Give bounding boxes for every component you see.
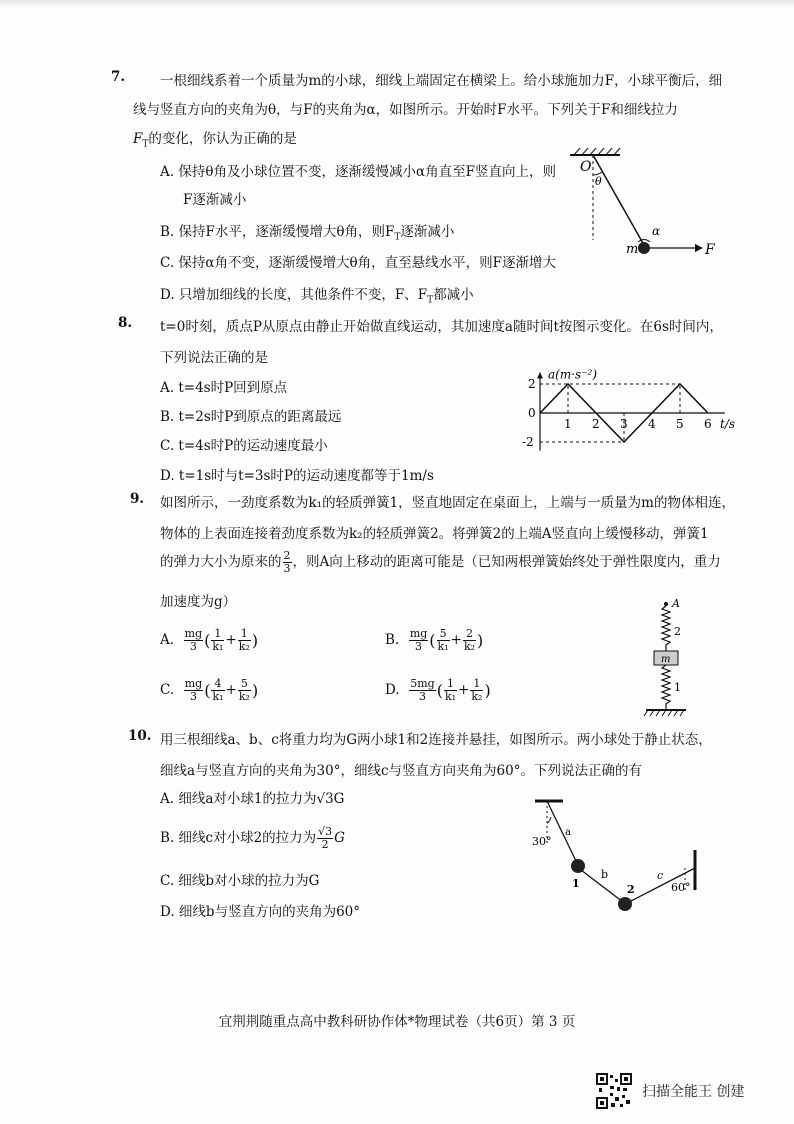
option-d: D. t=1s时与t=3s时P的运动速度都等于1m/s — [160, 468, 434, 484]
option-b: B. 细线c对小球2的拉力为 $\frac{√3}{2}$ G — [160, 825, 345, 851]
label-m: m — [626, 242, 639, 257]
two-ball-figure — [525, 795, 710, 920]
question-stem: $F_T$的变化，你认为正确的是 — [133, 131, 297, 150]
label-theta: θ — [595, 175, 602, 188]
question-stem: 下列说法正确的是 — [160, 350, 268, 366]
label-spring-1: 1 — [674, 681, 681, 694]
question-stem: 一根细线系着一个质量为m的小球，细线上端固定在横梁上。给小球施加力F，小球平衡后，细 — [160, 73, 723, 89]
label-alpha: α — [652, 224, 661, 238]
x-tick-label: 3 — [620, 417, 628, 431]
y-axis-arrow — [537, 372, 543, 378]
question-stem: 细线a与竖直方向的夹角为30°，细线c与竖直方向夹角为60°。下列说法正确的有 — [160, 763, 642, 779]
label-line-c: c — [657, 869, 664, 882]
y-tick-label: 0 — [528, 406, 536, 420]
label-line-b: b — [601, 868, 609, 881]
option-a-cont: F逐渐减小 — [183, 192, 247, 208]
scanner-brand: 扫描全能王 创建 — [642, 1084, 745, 1100]
y-tick-label: 2 — [528, 377, 536, 391]
x-tick-label: 1 — [564, 417, 572, 431]
x-tick-label: 5 — [676, 417, 684, 431]
option-b: B. t=2s时P到原点的距离最远 — [160, 409, 342, 425]
label-spring-2: 2 — [674, 625, 681, 638]
question-number: 9. — [130, 491, 145, 507]
spring-figure — [640, 595, 700, 720]
question-stem: 线与竖直方向的夹角为θ，与F的夹角为α，如图所示。开始时F水平。下列关于F和细线拉力 — [133, 102, 678, 118]
question-stem: 用三根细线a、b、c将重力均为G两小球1和2连接并悬挂，如图所示。两小球处于静止状态， — [160, 732, 712, 748]
x-tick-label: 6 — [704, 417, 712, 431]
option-a: A. t=4s时P回到原点 — [160, 380, 288, 396]
label-angle-60: 60° — [671, 881, 691, 894]
label-ball-2: 2 — [627, 883, 635, 896]
option-a: A. 保持θ角及小球位置不变，逐渐缓慢减小α角直至F竖直向上，则 — [160, 164, 556, 180]
page-footer: 宜荆荆随重点高中教科研协作体*物理试卷（共6页）第 3 页 — [218, 1014, 576, 1030]
y-axis-label: a(m·s⁻²) — [548, 367, 598, 382]
question-stem: t=0时刻，质点P从原点由静止开始做直线运动，其加速度a随时间t按图示变化。在6s时间内， — [160, 319, 723, 335]
x-tick-label: 4 — [648, 417, 656, 431]
option-c: C. t=4s时P的运动速度最小 — [160, 438, 328, 454]
label-o: O — [580, 159, 592, 175]
question-stem: 加速度为g） — [160, 594, 237, 610]
acceleration-chart — [520, 345, 736, 460]
option-c: C. 细线b对小球的拉力为G — [160, 873, 320, 889]
option-c: C. $\frac{mg}{3}$ ( $\frac{4}{\text{k₁}}$ + $\frac{5}{\text{k₂}}$ ) — [160, 677, 259, 703]
scan-top-edge — [0, 0, 794, 8]
label-mass: m — [661, 654, 671, 665]
y-tick-label: -2 — [522, 435, 534, 449]
question-number: 10. — [128, 728, 152, 744]
label-ball-1: 1 — [572, 877, 580, 890]
pendulum-figure — [560, 145, 720, 270]
option-b: B. $\frac{mg}{3}$ ( $\frac{5}{\text{k₁}}$ + $\frac{2}{\text{k₂}}$ ) — [385, 627, 484, 653]
qr-code-icon — [596, 1073, 632, 1109]
label-f: F — [705, 242, 715, 258]
label-angle-30: 30° — [532, 835, 552, 848]
option-d: D. 细线b与竖直方向的夹角为60° — [160, 904, 360, 920]
option-b: B. 保持F水平，逐渐缓慢增大θ角，则$F_T$逐渐减小 — [160, 224, 455, 243]
option-d: D. $\frac{5mg}{3}$ ( $\frac{1}{\text{k₁}}$ + $\frac{1}{\text{k₂}}$ ) — [385, 677, 491, 703]
label-a-end: A — [672, 597, 680, 610]
question-stem: 的弹力大小为原来的 $\frac{2}{3}$ ，则A向上移动的距离可能是（已知两根弹簧始终处于弹性限度内，重力 — [160, 549, 721, 575]
option-c: C. 保持α角不变，逐渐缓慢增大θ角，直至悬线水平，则F逐渐增大 — [160, 255, 557, 271]
x-axis-label: t/s — [720, 417, 736, 431]
question-number: 8. — [118, 315, 133, 331]
option-d: D. 只增加细线的长度，其他条件不变，F、$F_T$都减小 — [160, 287, 474, 306]
label-line-a: a — [565, 827, 571, 838]
option-a: A. $\frac{mg}{3}$ ( $\frac{1}{\text{k₁}}$ + $\frac{1}{\text{k₂}}$ ) — [160, 627, 259, 653]
question-stem: 如图所示，一劲度系数为k₁的轻质弹簧1，竖直地固定在桌面上，上端与一质量为m的物体相连， — [160, 495, 735, 511]
question-number: 7. — [111, 69, 126, 85]
question-stem: 物体的上表面连接着劲度系数为k₂的轻质弹簧2。将弹簧2的上端A竖直向上缓慢移动，弹簧1 — [160, 526, 709, 542]
option-a: A. 细线a对小球1的拉力为√3G — [160, 791, 345, 807]
x-tick-label: 2 — [592, 417, 600, 431]
